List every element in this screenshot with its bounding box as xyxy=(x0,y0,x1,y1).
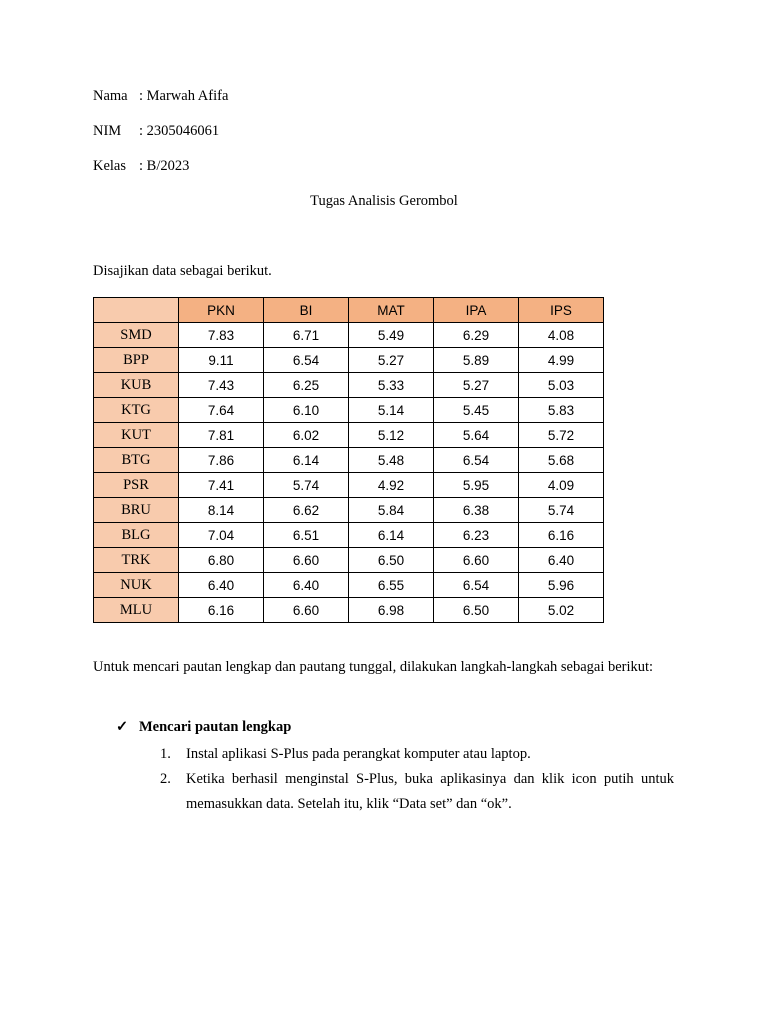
table-cell: 6.38 xyxy=(434,498,519,523)
identity-name-row xyxy=(93,86,228,106)
identity-nim-row xyxy=(93,121,219,141)
identity-kelas-row xyxy=(93,156,189,176)
table-body xyxy=(94,323,604,623)
identity-label: Nama xyxy=(93,88,128,104)
row-header-cell: BLG xyxy=(94,523,179,548)
table-cell: 5.84 xyxy=(349,498,434,523)
list-item xyxy=(160,767,674,817)
table-cell: 6.25 xyxy=(264,373,349,398)
table-cell: 6.51 xyxy=(264,523,349,548)
table-cell: 5.14 xyxy=(349,398,434,423)
table-cell: 4.09 xyxy=(519,473,604,498)
table-cell: 7.64 xyxy=(179,398,264,423)
table-cell: 6.54 xyxy=(264,348,349,373)
table-row xyxy=(94,373,604,398)
table-cell: 9.11 xyxy=(179,348,264,373)
table-cell: 6.14 xyxy=(264,448,349,473)
column-header: PKN xyxy=(179,298,264,323)
table-cell: 5.96 xyxy=(519,573,604,598)
table-cell: 5.89 xyxy=(434,348,519,373)
table-row xyxy=(94,423,604,448)
table-cell: 6.10 xyxy=(264,398,349,423)
table-row xyxy=(94,348,604,373)
table-cell: 6.50 xyxy=(434,598,519,623)
table-corner-cell xyxy=(94,298,179,323)
table-cell: 6.54 xyxy=(434,573,519,598)
table-cell: 6.02 xyxy=(264,423,349,448)
table-cell: 5.74 xyxy=(264,473,349,498)
table-cell: 6.60 xyxy=(264,548,349,573)
table-cell: 8.14 xyxy=(179,498,264,523)
list-item-text: Instal aplikasi S-Plus pada perangkat komputer atau laptop. xyxy=(186,746,531,762)
table-header-row xyxy=(94,298,604,323)
table-cell: 5.83 xyxy=(519,398,604,423)
table-cell: 7.86 xyxy=(179,448,264,473)
table-cell: 5.27 xyxy=(434,373,519,398)
table-cell: 5.33 xyxy=(349,373,434,398)
steps-list xyxy=(160,742,674,817)
table-cell: 5.12 xyxy=(349,423,434,448)
table-cell: 5.45 xyxy=(434,398,519,423)
table-cell: 6.14 xyxy=(349,523,434,548)
intro-text: Disajikan data sebagai berikut. xyxy=(93,263,272,279)
table-cell: 6.55 xyxy=(349,573,434,598)
check-icon: ✓ xyxy=(116,719,129,735)
table-cell: 7.81 xyxy=(179,423,264,448)
table-cell: 6.62 xyxy=(264,498,349,523)
table-cell: 6.98 xyxy=(349,598,434,623)
column-header: BI xyxy=(264,298,349,323)
table-cell: 5.68 xyxy=(519,448,604,473)
table-row xyxy=(94,598,604,623)
list-item xyxy=(160,742,674,767)
row-header-cell: TRK xyxy=(94,548,179,573)
table-cell: 6.40 xyxy=(519,548,604,573)
table-cell: 6.54 xyxy=(434,448,519,473)
table-cell: 6.16 xyxy=(519,523,604,548)
section-heading: Mencari pautan lengkap xyxy=(139,719,292,735)
table-cell: 6.29 xyxy=(434,323,519,348)
identity-value: : B/2023 xyxy=(139,158,190,174)
section-heading-row xyxy=(116,717,291,737)
table-cell: 6.80 xyxy=(179,548,264,573)
row-header-cell: MLU xyxy=(94,598,179,623)
row-header-cell: KUT xyxy=(94,423,179,448)
table-cell: 7.04 xyxy=(179,523,264,548)
table-cell: 4.92 xyxy=(349,473,434,498)
table-row xyxy=(94,573,604,598)
table-cell: 5.72 xyxy=(519,423,604,448)
table-cell: 6.40 xyxy=(179,573,264,598)
table-cell: 5.74 xyxy=(519,498,604,523)
table-cell: 5.48 xyxy=(349,448,434,473)
table-row xyxy=(94,398,604,423)
table-row xyxy=(94,448,604,473)
row-header-cell: BTG xyxy=(94,448,179,473)
table-row xyxy=(94,548,604,573)
table-cell: 5.64 xyxy=(434,423,519,448)
row-header-cell: SMD xyxy=(94,323,179,348)
row-header-cell: KUB xyxy=(94,373,179,398)
table-cell: 5.95 xyxy=(434,473,519,498)
table-cell: 6.50 xyxy=(349,548,434,573)
table-cell: 7.83 xyxy=(179,323,264,348)
document-title: Tugas Analisis Gerombol xyxy=(310,193,458,209)
table-cell: 4.99 xyxy=(519,348,604,373)
table-cell: 7.43 xyxy=(179,373,264,398)
table-cell: 6.40 xyxy=(264,573,349,598)
row-header-cell: BRU xyxy=(94,498,179,523)
table-cell: 6.71 xyxy=(264,323,349,348)
table-row xyxy=(94,498,604,523)
table-row xyxy=(94,523,604,548)
list-item-number: 1. xyxy=(160,746,171,762)
row-header-cell: BPP xyxy=(94,348,179,373)
row-header-cell: PSR xyxy=(94,473,179,498)
table-cell: 6.16 xyxy=(179,598,264,623)
table-cell: 5.03 xyxy=(519,373,604,398)
column-header: MAT xyxy=(349,298,434,323)
identity-label: NIM xyxy=(93,123,122,139)
data-table xyxy=(93,297,604,623)
column-header: IPA xyxy=(434,298,519,323)
steps-intro-paragraph: Untuk mencari pautan lengkap dan pautang tunggal, dilakukan langkah-langkah sebagai berikut: xyxy=(93,659,654,675)
table-cell: 5.27 xyxy=(349,348,434,373)
table-cell: 6.60 xyxy=(264,598,349,623)
identity-value: : 2305046061 xyxy=(139,123,220,139)
table-cell: 5.02 xyxy=(519,598,604,623)
column-header: IPS xyxy=(519,298,604,323)
table-cell: 5.49 xyxy=(349,323,434,348)
identity-value: : Marwah Afifa xyxy=(139,88,229,104)
row-header-cell: NUK xyxy=(94,573,179,598)
list-item-text: Ketika berhasil menginstal S-Plus, buka aplikasinya dan klik icon putih untuk memasukkan data. Setelah itu, klik “Data set” dan “ok”. xyxy=(186,771,674,812)
table-cell: 6.60 xyxy=(434,548,519,573)
table-row xyxy=(94,323,604,348)
table-row xyxy=(94,473,604,498)
list-item-number: 2. xyxy=(160,771,171,787)
table-cell: 4.08 xyxy=(519,323,604,348)
table-cell: 6.23 xyxy=(434,523,519,548)
table-cell: 7.41 xyxy=(179,473,264,498)
identity-label: Kelas xyxy=(93,158,127,174)
row-header-cell: KTG xyxy=(94,398,179,423)
